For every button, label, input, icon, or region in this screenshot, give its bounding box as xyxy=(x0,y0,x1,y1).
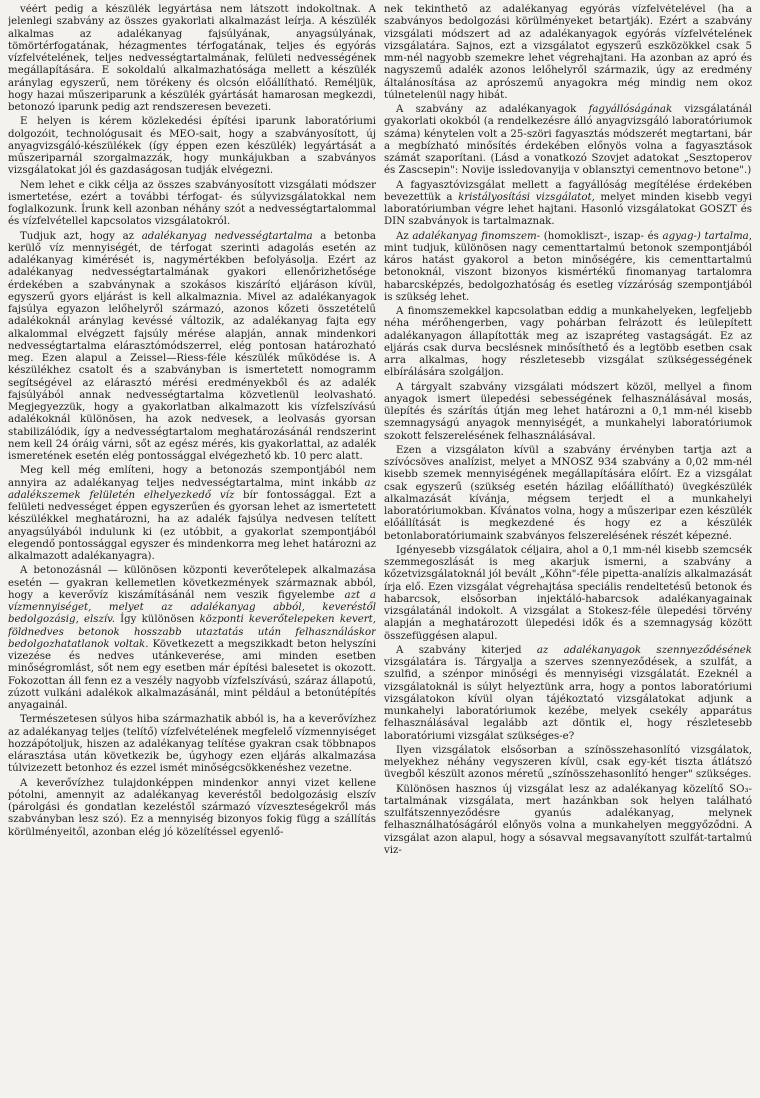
article-paragraph xyxy=(8,116,376,177)
paragraph-text: Igényesebb vizsgálatok céljaira, ahol a 0,1 mm-nél kisebb szemcsék szemmegoszlását is meg akarjuk ismerni, a szabvány a kőzetvizsgálatoknál jól bevált „Kőhn"-féle pipetta-analízis alkalmazását írja elő. Ezen vizsgálat végrehajtása speciális rendeltetésű betonok és habarcsok, elsősorban injektáló-habarcsok adalékanyagainak vizsgálatánál indokolt. A vizsgálat a Stokesz-féle ülepedési törvény alapján a meghatározott ülepedési idők és a szemnagyság között összefüggésen alapul. xyxy=(384,544,752,642)
paragraph-text: vizsgálatánál gyakorlati okokból (a rendelkezésre álló anyagvizsgáló laboratóriumok száma) kénytelen volt a 25-szöri fagyasztás módszerét megtartani, bár a megbízható minősítés érdekében előnyös volna a fagyasztások számát szaporítani. (Lásd a vonatkozó Szovjet adatokat „Sesztoperov és Zascsepin": Novije issledovanyija v oblansztyi cementnovo betone".) xyxy=(384,104,752,177)
paragraph-text: , mint tudjuk, különösen nagy cementtartalmú betonok szempontjából káros hatást gyakorol a beton minőségére, kis cementtartalmú betonoknál, viszont bizonyos kismértékű finomanyag tartalomra habarcsképzés, bedolgozhatóság és esetleg vízzáróság szempontjából is szükség lehet. xyxy=(384,230,752,303)
article-paragraph xyxy=(384,4,752,102)
left-column xyxy=(8,4,376,1098)
article-paragraph xyxy=(8,465,376,563)
article-paragraph xyxy=(384,445,752,543)
article-paragraph xyxy=(384,645,752,743)
article-paragraph xyxy=(8,778,376,839)
article-paragraph xyxy=(8,714,376,775)
emphasized-text: az adalékszemek felületén elhelyezkedő víz xyxy=(8,477,376,501)
right-column xyxy=(384,4,752,1098)
article-paragraph xyxy=(384,104,752,178)
article-paragraph xyxy=(8,4,376,114)
paragraph-text: véért pedig a készülék legyártása nem látszott indokoltnak. A jelenlegi szabvány az összes gyakorlati alkalmazást leírja. A készülék alkalmas az adalékanyag fajsúlyának, anyagsúlyának, tömörtérfogatának, hézagmentes térfogatának, teljes és egyórás vízfelvételének, teljes nedvességtartalmának, felületi nedvességének megállapítására. E sokoldalú alkalmazhatósága mellett a készülék aránylag egyszerű, nem törékeny és olcsón előállítható. Reméljük, hogy hazai műszeriparunk a készülék gyártását hamarosan megkezdi, betonozó iparunk pedig azt rendszeresen bevezeti. xyxy=(8,4,376,113)
paragraph-text: Ilyen vizsgálatok elsősorban a színösszehasonlító vizsgálatok, melyekhez néhány vegyszeren kívül, csak egy-két tiszta átlátszó üvegből készült azonos méretű „színösszehasonlító henger" szükséges. xyxy=(384,744,752,781)
paragraph-text: Ezen a vizsgálaton kívül a szabvány érvényben tartja azt a szívócsöves analízist, melyet a MNOSZ 934 szabvány a 0,02 mm-nél kisebb szemek mennyiségének megállapítására előírt. Ez a vizsgálat csak egyszerű (szükség esetén házilag előállítható) üvegkészülék alkalmazását kívánja, mégsem terjedt el a munkahelyi laboratóriumokban. Kívánatos volna, hogy a műszeripar ezen készülék előállítását is megkezdené és hogy ez a készülék betonlaboratóriumaink szabványos felszerelésének részét képezné. xyxy=(384,444,752,542)
emphasized-text: kristályosítási vizsgálatot, xyxy=(458,191,595,203)
paragraph-text: Így különösen xyxy=(114,614,200,626)
paragraph-text: Különösen hasznos új vizsgálat lesz az adalékanyag közelítő SO₃-tartalmának vizsgálata, mert hazánkban sok helyen található szulfátszennyeződésre gyanús adalékanyag, melynek felhasználhatóságáról előnyös volna a munkahelyen meggyőződni. A vizsgálat azon alapul, hogy a sósavval megsavanyított szulfát-tartalmú viz- xyxy=(384,783,752,856)
paragraph-text: A finomszemekkel kapcsolatban eddig a munkahelyeken, legfeljebb néha mérőhengerben, vagy pohárban felrázott és leülepített adalékanyagon állapították meg az iszapréteg vastagságát. Ez az eljárás csak durva becslésnek minősíthető és a legtöbb esetben csak arra alkalmas, hogy részletesebb vizsgálat szükségességének elbírálására szolgáljon. xyxy=(384,306,752,379)
paragraph-text: a betonba kerülő víz mennyiségét, de térfogat szerinti adagolás esetén az adalékanyag kimérését is, nagymértékben befolyásolja. Ezért az adalékanyag nedvességtartalmának gyakori ellenőrizhetősége érdekében a szabványnak a szokásos kiszárító eljáráson kívül, egyszerű gyors eljárást is kell alkalmaznia. Mivel az adalékanyagok fajsúlya egyazon lelőhelyről származó, azonos kőzeti összetételű adalékoknál aránylag kevéssé változik, az adalékanyag fajta egy alkalommal elvégzett fajsúly mérése alapján, annak mindenkori nedvességtartalma elárasztómódszerrel, elég pontosan határozható meg. Ezen alapul a Zeissel—Riess-féle készülék működése is. A készülékhez csatolt és a szabványban is ismertetett nomogramm segítségével az elárasztó mérési eredményekből és az adalék fajsúlyából annak nedvességtartalma közvetlenül leolvasható. Megjegyezzük, hogy a gyakorlatban alkalmazott kis vízfelszívású adalékoknál különösen, ha azok nedvesek, a leolvasás gyorsan stabilizálódik, így a nedvességtartalom meghatározásánál rendszerint nem kell 24 óráig várni, sőt az egész mérés, kis gyakorlattal, az adalék ismeretének esetén elég pontossággal elvégezhető kb. 10 perc alatt. xyxy=(8,230,376,462)
paragraph-text: Az xyxy=(396,230,413,242)
paragraph-text: (homokliszt-, iszap- és xyxy=(540,230,663,242)
article-paragraph xyxy=(384,306,752,380)
emphasized-text: az adalékanyagok szennyeződésének xyxy=(536,644,752,656)
emphasized-text: fagyállóságának xyxy=(588,104,673,115)
paragraph-text: bír fontossággal. Ezt a felületi nedvességet éppen egyszerűen és gyorsan lehet az ismertetett készülékkel meghatározni, ha az adalék fajsúlya nedvesen telített anyagsúlyából indulunk ki (ez utóbbit, a gyakorlat szempontjából elegendő pontossággal egyszer és mindenkorra meg lehet határozni az alkalmazott adalékanyagra). xyxy=(8,489,376,562)
emphasized-text: agyag-) tartalma xyxy=(662,230,749,242)
emphasized-text: azt a vízmennyiséget, melyet az adalékanyag abból, keveréstől bedolgozásig, elszív. xyxy=(8,589,376,626)
article-paragraph xyxy=(384,231,752,305)
paragraph-text: vizsgálatára is. Tárgyalja a szerves szennyeződések, a szulfát, a szulfid, a szénpor minőségi és mennyiségi vizsgálatát. Ezeknél a vizsgálatoknál is súlyt helyeztünk arra, hogy a pontos laboratóriumi vizsgálatokon kívül olyan tájékoztató vizsgálatokat adjunk a munkahelyi laboratóriumok kezébe, melyek csekély apparátus felhasználásával legalább azt döntik el, hogy részletesebb laboratóriumi vizsgálat szükséges-e? xyxy=(384,657,752,742)
article-paragraph xyxy=(384,784,752,858)
paragraph-text: E helyen is kérem közlekedési építési iparunk laboratóriumi dolgozóit, technológusait és MEO-sait, hogy a szabványosított, új anyagvizsgáló-készülékek (így éppen ezen készülék) legyártását a műszeriparnál szorgalmazzák, hogy munkájukban a szabványos vizsgálatokat jól és gazdaságosan tudják elvégezni. xyxy=(8,116,376,177)
paragraph-text: Nem lehet e cikk célja az összes szabványosított vizsgálati módszer ismertetése, ezért a további térfogat- és súlyvizsgálatokkal nem foglalkozunk. Írunk kell azonban néhány szót a nedvességtartalommal és vízfelvétellel kapcsolatos vizsgálatokról. xyxy=(8,179,376,228)
article-paragraph xyxy=(384,745,752,782)
paragraph-text: Tudjuk azt, hogy az xyxy=(20,230,142,242)
paragraph-text: nek tekinthető az adalékanyag egyórás vízfelvételével (ha a szabványos bedolgozási körülményeket betartják). Ezért a szabvány vizsgálati módszert ad az adalékanyagok egyórás vízfelvételének vizsgálatára. Sajnos, ezt a vizsgálatot egyszerű eszközökkel csak 5 mm-nél nagyobb szemekre lehet végrehajtani. Ha azonban az apró és nagyszemű adalék azonos lelőhelyről származik, úgy az eredmény általánosítása az aprószemű anyagokra még mindig nem okoz túlnetelenül nagy hibát. xyxy=(384,4,752,101)
article-paragraph xyxy=(8,565,376,712)
paragraph-text: melyet minden kisebb vegyi laboratóriumban végre lehet hajtani. Hasonló vizsgálatokat GOSZT és DIN szabványok is tartalmaznak. xyxy=(384,191,752,228)
emphasized-text: központi keverőtelepeken kevert, földnedves betonok hosszabb utaztatás után felhasználáskor bedolgozhatatlanok voltak. xyxy=(8,614,376,650)
article-paragraph xyxy=(384,180,752,229)
article-paragraph xyxy=(384,545,752,643)
paragraph-text: A betonozásnál — különösen központi keverőtelepek alkalmazása esetén — gyakran kellemetlen következmények származnak abból, hogy a keverővíz kiszámításánál nem veszik figyelembe xyxy=(8,565,376,601)
article-paragraph xyxy=(8,231,376,464)
paragraph-text: Következett a megszikkadt beton helyszíni vizezése és nedves utánkeverése, ami minden esetben minőségromlást, sőt nem egy esetben már építési balesetet is okozott. Fokozottan áll fenn ez a veszély nagyobb vízfelszívású, száraz állapotú, zúzott vulkáni adalékok alkalmazásánál, mint például a betonútépítés anyagainál. xyxy=(8,638,376,711)
paragraph-text: A keverővízhez tulajdonképpen mindenkor annyi vizet kellene pótolni, amennyit az adalékanyag keveréstől bedolgozásig elszív (párolgási és gondatlan kezeléstől származó vízveszteségekről más szabványban lesz szó). Ez a mennyiség bizonyos fokig függ a szállítás körülményeitől, azonban elég jó közelítéssel egyenlő- xyxy=(8,777,376,838)
paragraph-text: Természetesen súlyos hiba származhatik abból is, ha a keverővízhez az adalékanyag teljes (telítő) vízfelvételének megfelelő vízmennyiséget hozzápótoljuk, hiszen az adalékanyag telítése gyakran csak többnapos elárasztása után következik be, úgyhogy ezen eljárás alkalmazása túlvizezett betonhoz és ezzel ismét minőségcsökkenéshez vezetne. xyxy=(8,714,376,775)
paragraph-text: A fagyasztóvizsgálat mellett a fagyállóság megítélése érdekében bevezettük a xyxy=(384,179,752,203)
article-paragraph xyxy=(8,180,376,229)
emphasized-text: adalékanyag nedvességtartalma xyxy=(141,230,313,242)
paragraph-text: A szabvány kiterjed xyxy=(396,644,537,656)
emphasized-text: adalékanyag finomszem- xyxy=(412,230,541,242)
paragraph-text: A tárgyalt szabvány vizsgálati módszert közöl, mellyel a finom anyagok ismert ülepedési sebességének felhasználásával mosás, ülepítés és szárítás útján meg lehet határozni a 0,1 mm-nél kisebb szemnagyságú anyagok mennyiségét, a munkahelyi laboratóriumok szokott felszerelésének felhasználásával. xyxy=(384,381,752,442)
article-paragraph xyxy=(384,382,752,443)
paragraph-text: Meg kell még említeni, hogy a betonozás szempontjából nem annyira az adalékanyag teljes nedvességtartalma, mint inkább xyxy=(8,465,376,489)
paragraph-text: A szabvány az adalékanyagok xyxy=(396,104,589,115)
